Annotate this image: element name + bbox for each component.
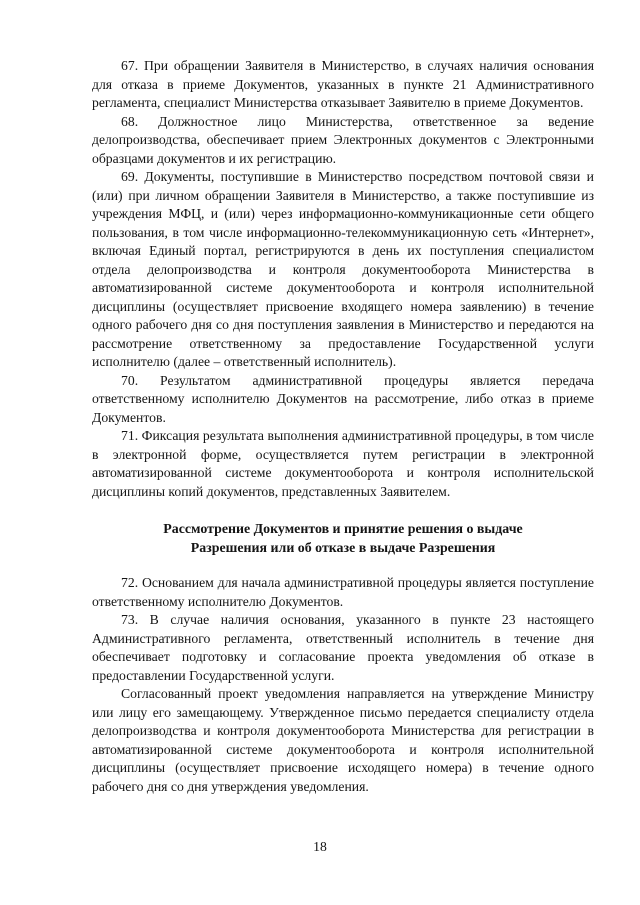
paragraph-68: 68. Должностное лицо Министерства, ответственное за ведение делопроизводства, обеспечивает прием Электронных документов с Электронными образцами документов и их регистрацию. (92, 113, 594, 166)
paragraph-approval: Согласованный проект уведомления направляется на утверждение Министру или лицу его замещающему. Утвержденное письмо передается специалисту отдела делопроизводства и контроля документооборота Министерства для регистрации в автоматизированной системе документооборота и контроля исполнительной дисциплины (осуществляет присвоение исходящего номера) в течение одного рабочего дня со дня утверждения уведомления. (92, 686, 594, 794)
paragraph-70: 70. Результатом административной процедуры является передача ответственному исполнителю Документов на рассмотрение, либо отказ в приеме Документов. (92, 372, 594, 425)
paragraph-69: 69. Документы, поступившие в Министерство посредством почтовой связи и (или) при личном обращении Заявителя в Министерство, а также поступившие из учреждения МФЦ, и (или) через информационно-коммуникационные сети общего пользования, в том числе информационно-телекоммуникационную сеть «Интернет», включая Единый портал, регистрируются в день их поступления специалистом отдела делопроизводства и контроля документооборота Министерства в автоматизированной системе документооборота и контроля исполнительной дисциплины (осуществляет присвоение входящего номера заявлению) в течение одного рабочего дня со дня поступления заявления в Министерство и передаются на рассмотрение ответственному за предоставление Государственной услуги исполнителю (далее – ответственный исполнитель). (92, 169, 594, 369)
document-page (92, 57, 594, 796)
paragraph-73: 73. В случае наличия основания, указанного в пункте 23 настоящего Административного регламента, ответственный исполнитель в течение дня обеспечивает подготовку и согласование проекта уведомления об отказе в предоставлении Государственной услуги. (92, 612, 594, 683)
page-number: 18 (313, 839, 327, 854)
paragraph-72: 72. Основанием для начала административной процедуры является поступление ответственному исполнителю Документов. (92, 575, 594, 609)
section-heading-line-2: Разрешения или об отказе в выдаче Разрешения (190, 540, 496, 556)
paragraph-71: 71. Фиксация результата выполнения административной процедуры, в том числе в электронной форме, осуществляется путем регистрации в электронной автоматизированной системе документооборота и контроля исполнительской дисциплины копий документов, представленных Заявителем. (92, 428, 594, 499)
section-heading (92, 521, 594, 558)
section-heading-line-1: Рассмотрение Документов и принятие решения о выдаче (163, 522, 523, 537)
paragraph-67: 67. При обращении Заявителя в Министерство, в случаях наличия основания для отказа в приеме Документов, указанных в пункте 21 Административного регламента, специалист Министерства отказывает Заявителю в приеме Документов. (92, 58, 594, 110)
